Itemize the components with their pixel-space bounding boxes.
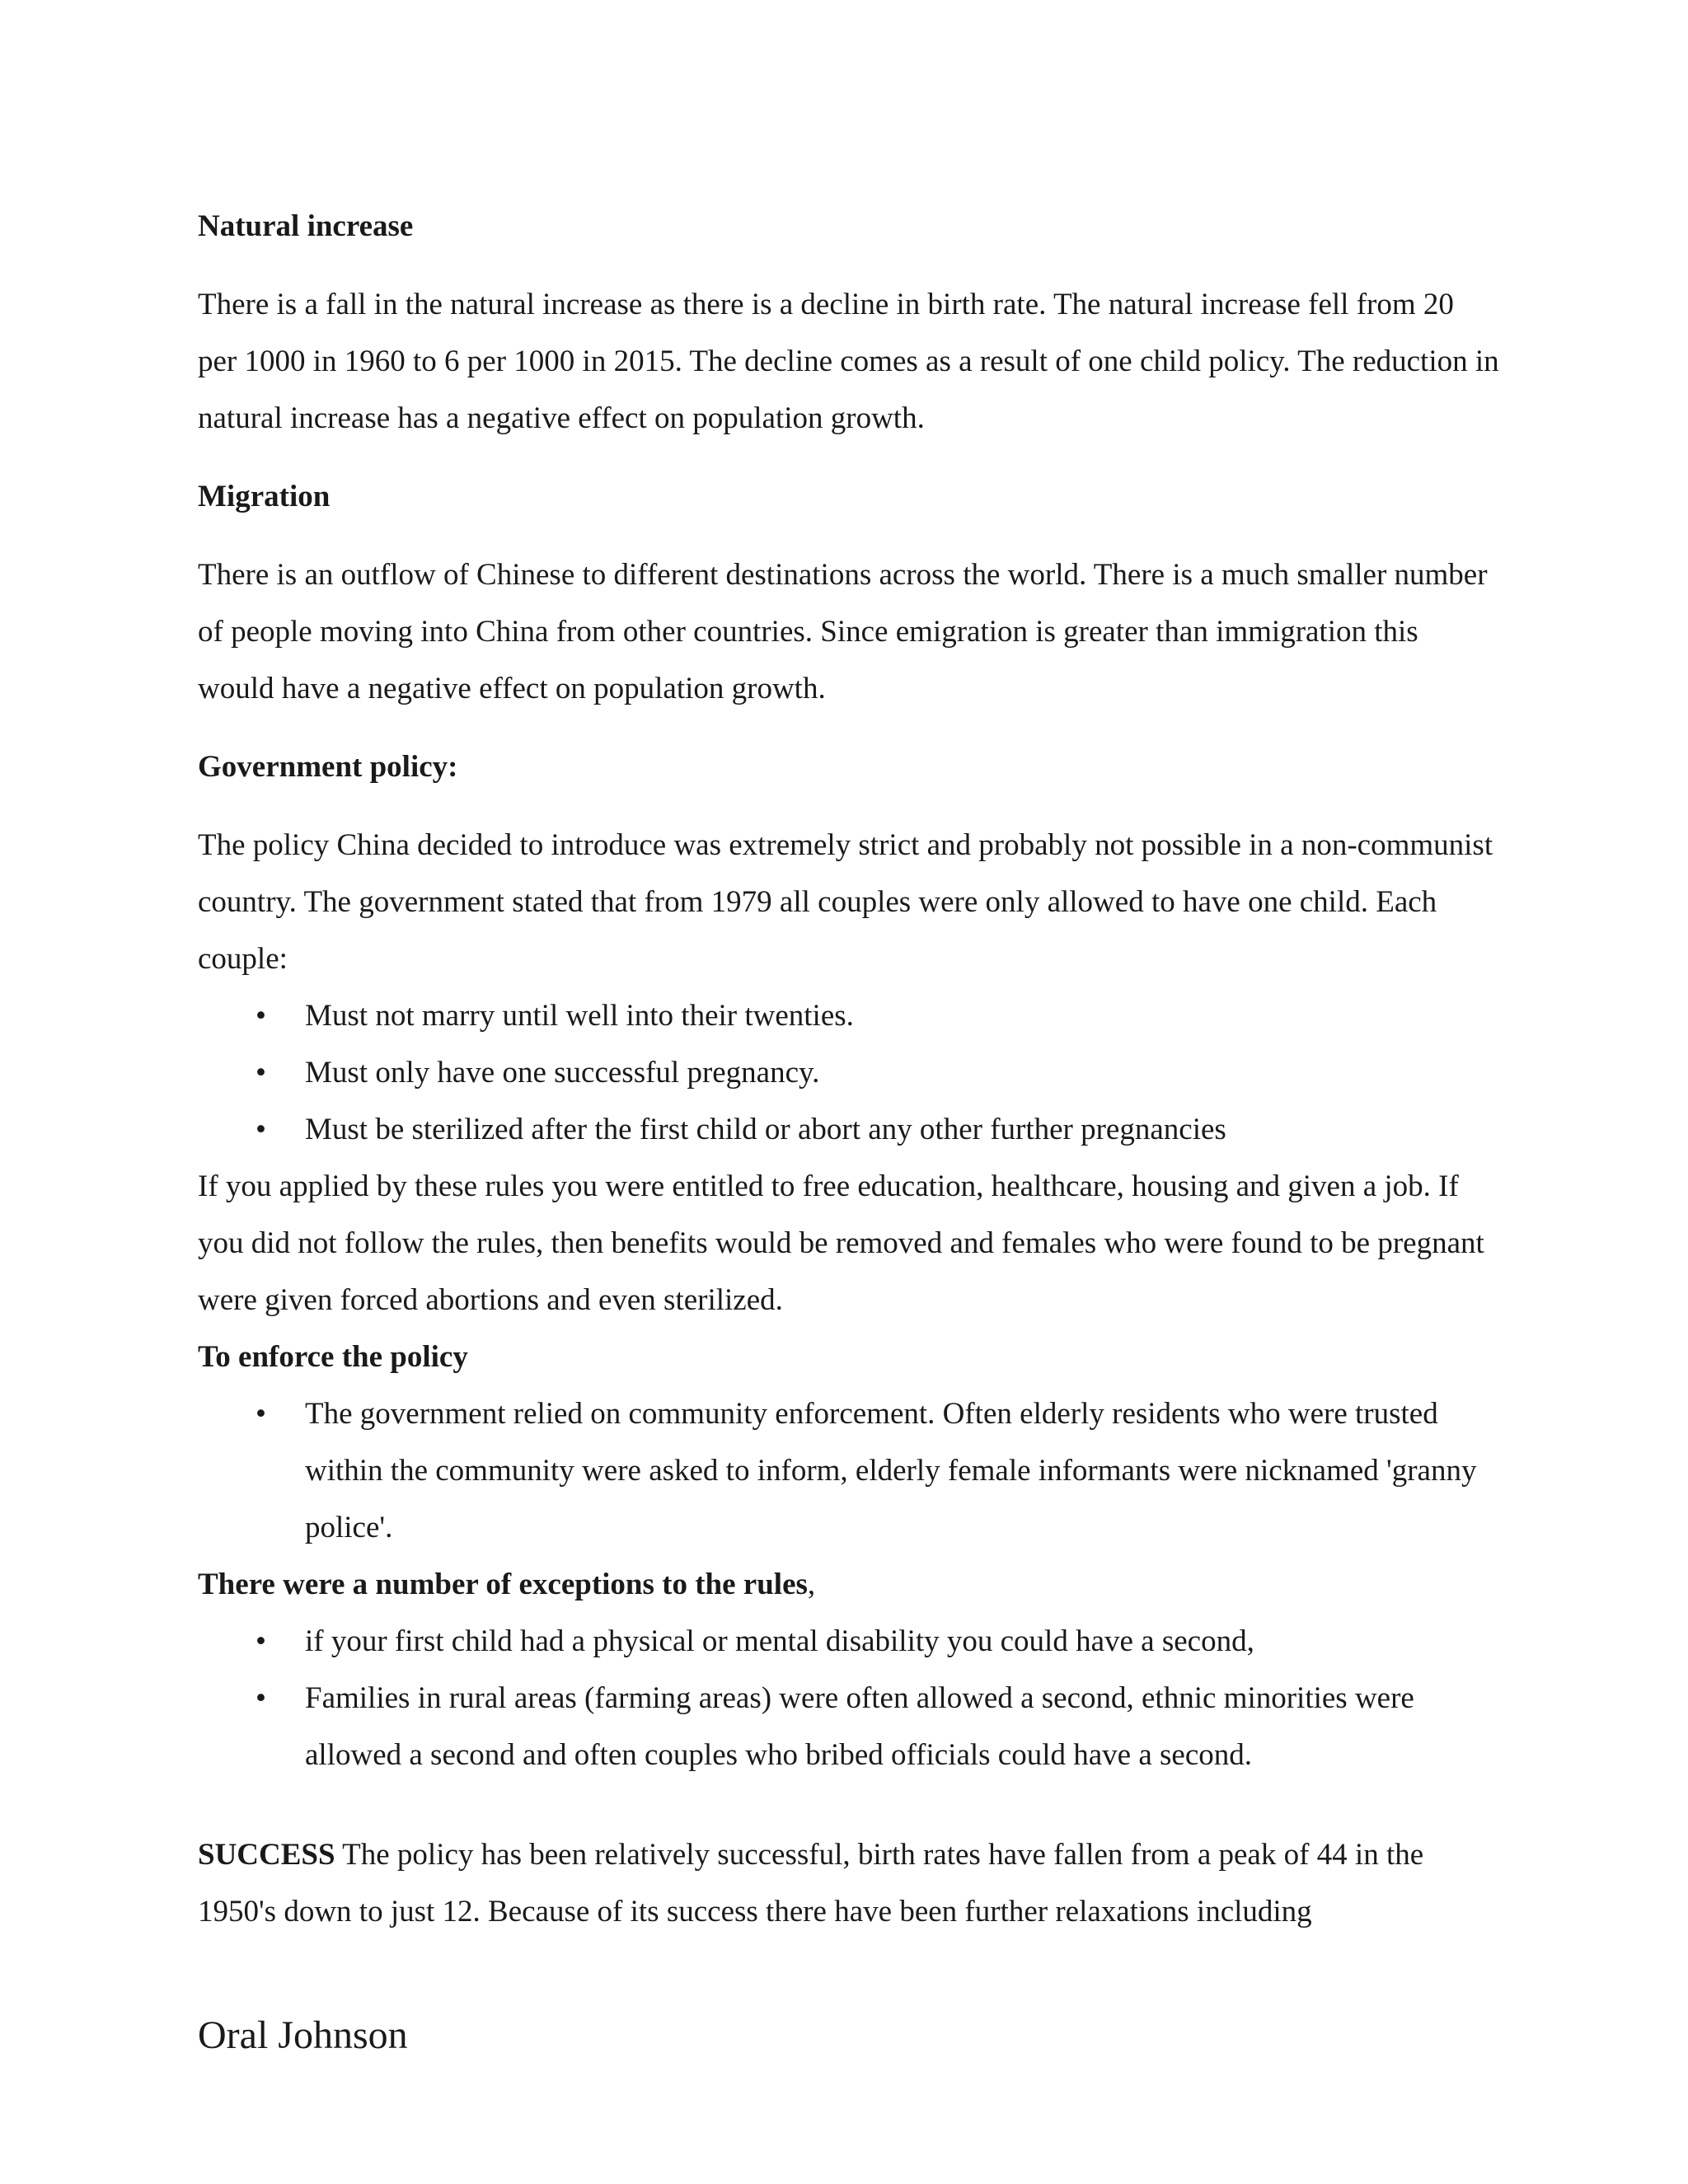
success-body: The policy has been relatively successful, birth rates have fallen from a peak of 44 in the 1950's down to just 12. Because of its success there have been further relaxations including bbox=[198, 1838, 1424, 1929]
bullet-icon: • bbox=[256, 1397, 266, 1431]
document-page bbox=[198, 198, 1500, 1940]
paragraph-success bbox=[198, 1826, 1500, 1940]
paragraph-natural-increase: There is a fall in the natural increase as there is a decline in birth rate. The natural increase fell from 20 per 1000 in 1960 to 6 per 1000 in 2015. The decline comes as a result of one child policy. The reduction in natural increase has a negative effect on population growth. bbox=[198, 288, 1499, 435]
list-item: • Must be sterilized after the first child or abort any other further pregnancies bbox=[198, 1101, 1500, 1158]
paragraph-consequences: If you applied by these rules you were entitled to free education, healthcare, housing and given a job. If you did not follow the rules, then benefits would be removed and females who were found to be pregnant were given forced abortions and even sterilized. bbox=[198, 1169, 1484, 1317]
heading-exceptions: There were a number of exceptions to the rules bbox=[198, 1568, 808, 1601]
rules-list bbox=[198, 987, 1500, 1158]
bullet-icon: • bbox=[256, 1056, 266, 1090]
bullet-icon: • bbox=[256, 1113, 266, 1146]
list-item: • if your first child had a physical or mental disability you could have a second, bbox=[198, 1613, 1500, 1670]
exceptions-list bbox=[198, 1613, 1500, 1783]
list-item: • Must only have one successful pregnancy. bbox=[198, 1044, 1500, 1101]
heading-government-policy: Government policy: bbox=[198, 750, 458, 784]
footer-author: Oral Johnson bbox=[198, 2013, 408, 2057]
list-item: • The government relied on community enforcement. Often elderly residents who were trusted within the community were asked to inform, elderly female informants were nicknamed 'granny police'. bbox=[198, 1385, 1500, 1556]
heading-exceptions-suffix: , bbox=[807, 1568, 816, 1601]
bullet-icon: • bbox=[256, 1624, 266, 1658]
heading-enforce-policy: To enforce the policy bbox=[198, 1340, 468, 1374]
heading-migration: Migration bbox=[198, 480, 331, 513]
paragraph-government-policy: The policy China decided to introduce was extremely strict and probably not possible in a non-communist country. The government stated that from 1979 all couples were only allowed to have one child. Each couple: bbox=[198, 828, 1493, 976]
heading-natural-increase: Natural increase bbox=[198, 209, 414, 243]
list-item: • Families in rural areas (farming areas) were often allowed a second, ethnic minorities were allowed a second and often couples who bribed officials could have a second. bbox=[198, 1670, 1500, 1783]
bullet-icon: • bbox=[256, 999, 266, 1033]
bullet-icon: • bbox=[256, 1681, 266, 1715]
heading-exceptions-line bbox=[198, 1556, 1500, 1613]
success-label: SUCCESS bbox=[198, 1838, 335, 1872]
paragraph-migration: There is an outflow of Chinese to different destinations across the world. There is a much smaller number of people moving into China from other countries. Since emigration is greater than immigration this would have a negative effect on population growth. bbox=[198, 558, 1488, 705]
list-item: • Must not marry until well into their twenties. bbox=[198, 987, 1500, 1044]
enforce-list bbox=[198, 1385, 1500, 1556]
